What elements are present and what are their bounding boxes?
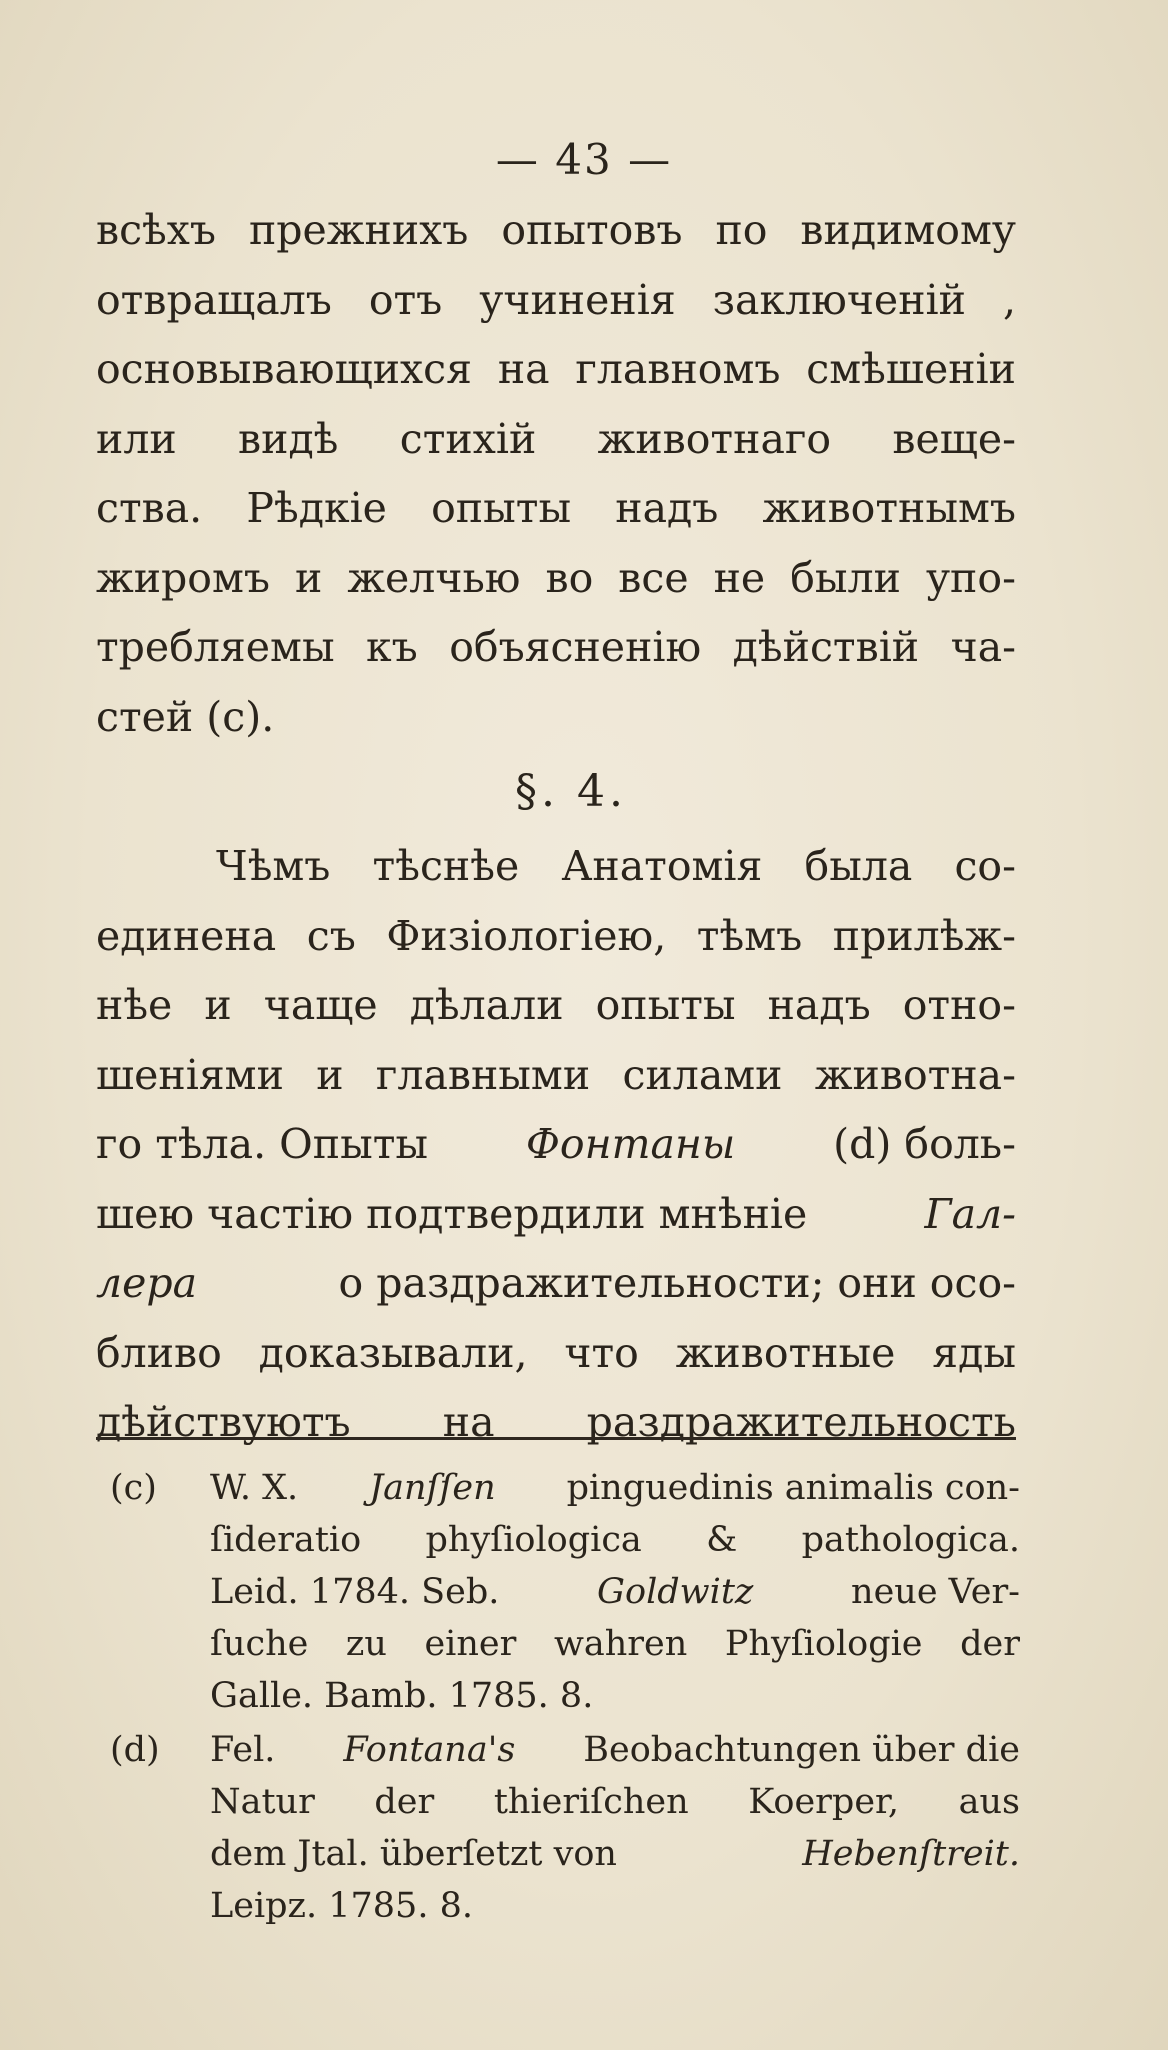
- word: thieriſchen: [493, 1782, 689, 1822]
- word: опыты: [431, 484, 572, 532]
- footnote-body: [210, 1462, 1020, 1722]
- text-fragment: о раздражительности; они осо-: [338, 1259, 1016, 1307]
- text-fragment: dem Jtal. überſetzt von: [210, 1834, 617, 1874]
- word: нѣе: [96, 981, 173, 1029]
- word: дѣйствій: [732, 623, 920, 671]
- footnote-line: [210, 1618, 1020, 1670]
- text-fragment: neue Ver-: [851, 1572, 1020, 1612]
- word: прилѣж-: [832, 911, 1016, 960]
- word: дѣлали: [409, 981, 564, 1029]
- word: главномъ: [575, 345, 781, 393]
- word: der: [374, 1782, 435, 1822]
- word: Физіологіею,: [386, 911, 667, 960]
- text-line: [96, 266, 1016, 336]
- word: единена: [96, 911, 277, 960]
- text-line: [96, 971, 1016, 1041]
- word: Phyſiologie: [724, 1624, 923, 1664]
- word: Koerper,: [748, 1782, 900, 1822]
- footnote-line: [210, 1514, 1020, 1566]
- text-line: [96, 405, 1016, 475]
- footnote-c: [110, 1462, 1020, 1722]
- word: aus: [958, 1782, 1020, 1822]
- footnote-d: [110, 1724, 1020, 1932]
- word: и: [316, 1050, 344, 1099]
- word: желчью: [347, 553, 521, 602]
- footnote-line: [210, 1776, 1020, 1828]
- text-line: [96, 1249, 1016, 1319]
- word: на: [497, 345, 550, 393]
- word: смѣшеніи: [806, 345, 1016, 393]
- word: опытовъ: [501, 206, 683, 254]
- word: Natur: [210, 1782, 315, 1822]
- word: einer: [424, 1624, 517, 1664]
- word: Чѣмъ: [216, 842, 331, 890]
- word: силами: [622, 1050, 783, 1099]
- word: жиромъ: [96, 553, 270, 602]
- footnote-line: [210, 1724, 1020, 1776]
- word: Рѣдкіе: [246, 484, 387, 532]
- word: тѣснѣе: [372, 842, 520, 890]
- word: der: [960, 1624, 1020, 1664]
- word: животна-: [814, 1050, 1016, 1099]
- word: упо-: [925, 553, 1016, 602]
- text-line: [96, 474, 1016, 544]
- word: по: [715, 206, 768, 254]
- text-fragment: Beobachtungen über die: [583, 1730, 1020, 1770]
- text-fragment: (d) боль-: [833, 1120, 1016, 1168]
- word: веще-: [892, 414, 1016, 463]
- footnotes: [110, 1462, 1020, 1934]
- footnote-mark: (c): [110, 1468, 157, 1508]
- text-fragment: го тѣла. Опыты: [96, 1120, 429, 1168]
- word: учиненія: [479, 275, 676, 324]
- word: phyſiologica: [425, 1520, 642, 1560]
- footnote-line: [210, 1828, 1020, 1880]
- footnote-line: Leipz. 1785. 8.: [210, 1886, 473, 1926]
- word: со-: [954, 842, 1016, 890]
- footnote-rule: [96, 1437, 1016, 1440]
- text-fragment: W. X.: [210, 1468, 299, 1508]
- main-text: [96, 196, 1016, 1458]
- italic-name: Hebenſtreit.: [802, 1834, 1020, 1874]
- word: ства.: [96, 484, 203, 532]
- italic-name: Goldwitz: [597, 1572, 754, 1612]
- text-fragment: шею частію подтвердили мнѣніе: [96, 1189, 808, 1238]
- text-fragment: pinguedinis animalis con-: [566, 1468, 1020, 1508]
- word: видимому: [800, 206, 1016, 254]
- word: и: [294, 553, 323, 602]
- word: прежнихъ: [248, 206, 469, 254]
- word: требляемы: [96, 623, 335, 671]
- word: ſuche: [210, 1624, 309, 1664]
- word: раздражительность: [586, 1398, 1016, 1446]
- word: Анатомія: [561, 842, 763, 890]
- word: во: [545, 553, 594, 602]
- word: ча-: [950, 623, 1016, 671]
- word: доказывали,: [258, 1328, 528, 1377]
- footnote-body: [210, 1724, 1020, 1932]
- word: съ: [306, 911, 356, 960]
- word: все: [618, 553, 689, 602]
- footnote-line: [210, 1462, 1020, 1514]
- text-line: [96, 1041, 1016, 1111]
- word: что: [564, 1328, 639, 1377]
- text-line: [96, 902, 1016, 972]
- word: надъ: [767, 981, 871, 1029]
- word: отъ: [368, 275, 443, 324]
- italic-name: Fontana's: [343, 1730, 516, 1770]
- word: или: [96, 414, 177, 463]
- italic-name: Фонтаны: [525, 1120, 736, 1168]
- text-line: [96, 832, 1016, 902]
- word: на: [442, 1398, 495, 1446]
- word: яды: [932, 1328, 1016, 1377]
- word: ſideratio: [210, 1520, 362, 1560]
- word: отвращалъ: [96, 275, 332, 324]
- page-number: — 43 —: [495, 135, 673, 184]
- word: ,: [1002, 275, 1016, 324]
- text-line: [96, 1180, 1016, 1250]
- footnote-line: [210, 1566, 1020, 1618]
- word: опыты: [595, 981, 736, 1029]
- word: животнымъ: [762, 484, 1016, 532]
- word: wahren: [553, 1624, 688, 1664]
- word: бливо: [96, 1328, 222, 1377]
- word: и: [204, 981, 232, 1029]
- text-line: [96, 335, 1016, 405]
- word: чаще: [263, 981, 378, 1029]
- word: животные: [675, 1328, 896, 1377]
- text-line: [96, 1388, 1016, 1458]
- word: заключеній: [712, 275, 966, 324]
- text-line: [96, 544, 1016, 614]
- word: стихій: [399, 414, 537, 463]
- word: были: [790, 553, 901, 602]
- word: къ: [366, 623, 418, 671]
- word: zu: [345, 1624, 387, 1664]
- word: объясненію: [449, 623, 702, 671]
- text-line: [96, 613, 1016, 683]
- word: &: [706, 1520, 738, 1560]
- italic-name: Janſſen: [369, 1468, 496, 1508]
- text-line: [96, 1110, 1016, 1180]
- italic-name: Гал-: [924, 1189, 1016, 1238]
- word: pathologica.: [801, 1520, 1020, 1560]
- italic-name: лера: [96, 1259, 198, 1307]
- word: животнаго: [597, 414, 832, 463]
- footnote-line: Galle. Bamb. 1785. 8.: [210, 1676, 594, 1716]
- text-line: стей (c).: [96, 692, 275, 741]
- text-fragment: Leid. 1784. Seb.: [210, 1572, 500, 1612]
- word: была: [804, 842, 913, 890]
- word: главными: [375, 1050, 591, 1099]
- text-line: [96, 1319, 1016, 1389]
- word: основывающихся: [96, 345, 472, 393]
- word: не: [713, 553, 766, 602]
- word: всѣхъ: [96, 206, 216, 254]
- word: видѣ: [238, 414, 339, 463]
- text-fragment: Fel.: [210, 1730, 276, 1770]
- word: дѣйствуютъ: [96, 1398, 351, 1446]
- word: тѣмъ: [696, 911, 803, 960]
- section-heading: §. 4.: [515, 766, 627, 817]
- word: отно-: [902, 981, 1016, 1029]
- footnote-mark: (d): [110, 1730, 160, 1770]
- text-line: [96, 196, 1016, 266]
- word: надъ: [615, 484, 719, 532]
- word: шеніями: [96, 1050, 284, 1099]
